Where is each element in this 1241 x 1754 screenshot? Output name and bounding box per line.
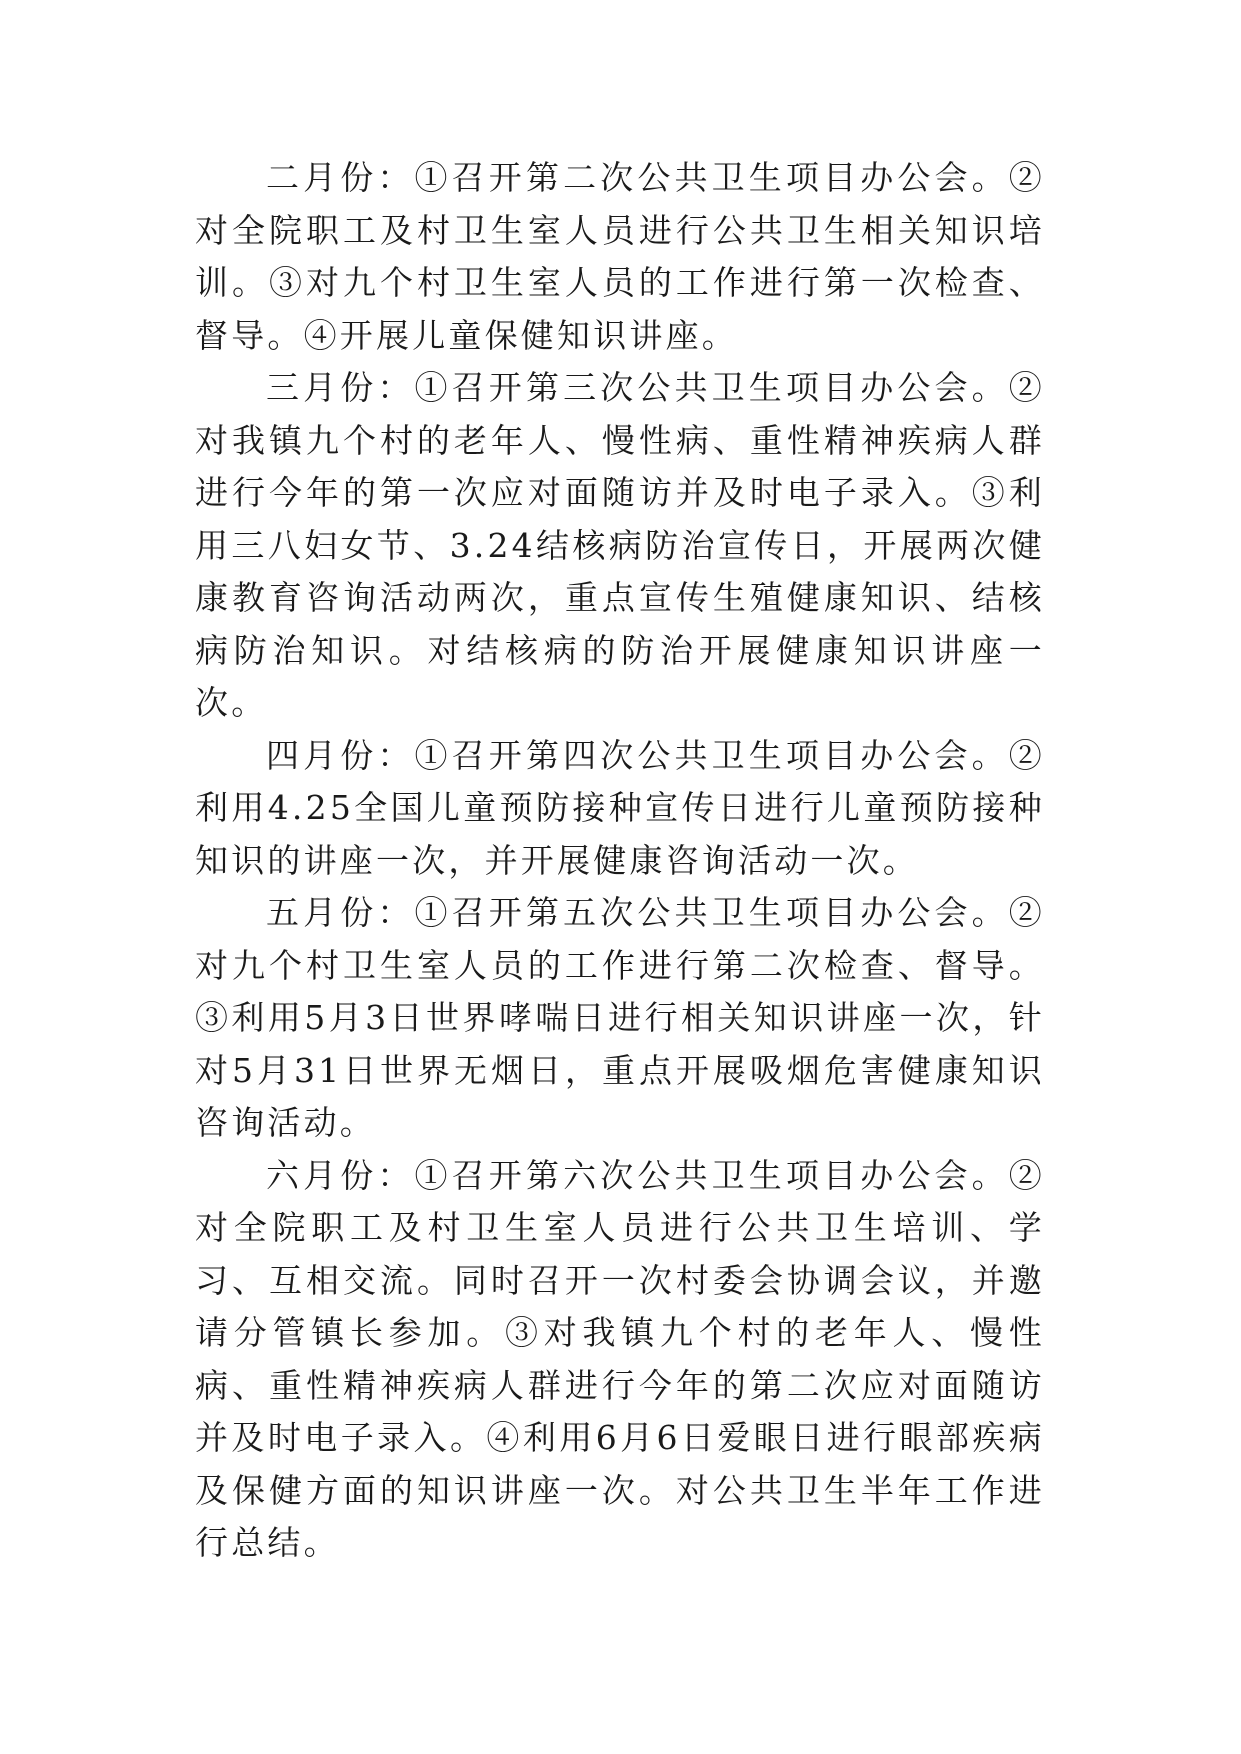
document-body bbox=[195, 152, 1045, 1570]
paragraph-june: 六月份：①召开第六次公共卫生项目办公会。②对全院职工及村卫生室人员进行公共卫生培训、学习、互相交流。同时召开一次村委会协调会议，并邀请分管镇长参加。③对我镇九个村的老年人、慢性病、重性精神疾病人群进行今年的第二次应对面随访并及时电子录入。④利用6月6日爱眼日进行眼部疾病及保健方面的知识讲座一次。对公共卫生半年工作进行总结。 bbox=[195, 1155, 1045, 1562]
paragraph-april: 四月份：①召开第四次公共卫生项目办公会。②利用4.25全国儿童预防接种宣传日进行儿童预防接种知识的讲座一次，并开展健康咨询活动一次。 bbox=[195, 735, 1045, 880]
paragraph-march: 三月份：①召开第三次公共卫生项目办公会。②对我镇九个村的老年人、慢性病、重性精神疾病人群进行今年的第一次应对面随访并及时电子录入。③利用三八妇女节、3.24结核病防治宣传日，开展两次健康教育咨询活动两次，重点宣传生殖健康知识、结核病防治知识。对结核病的防治开展健康知识讲座一次。 bbox=[195, 368, 1045, 722]
paragraph-may: 五月份：①召开第五次公共卫生项目办公会。②对九个村卫生室人员的工作进行第二次检查、督导。③利用5月3日世界哮喘日进行相关知识讲座一次，针对5月31日世界无烟日，重点开展吸烟危害健康知识咨询活动。 bbox=[195, 893, 1045, 1142]
paragraph-february: 二月份：①召开第二次公共卫生项目办公会。②对全院职工及村卫生室人员进行公共卫生相关知识培训。③对九个村卫生室人员的工作进行第一次检查、督导。④开展儿童保健知识讲座。 bbox=[195, 158, 1045, 355]
